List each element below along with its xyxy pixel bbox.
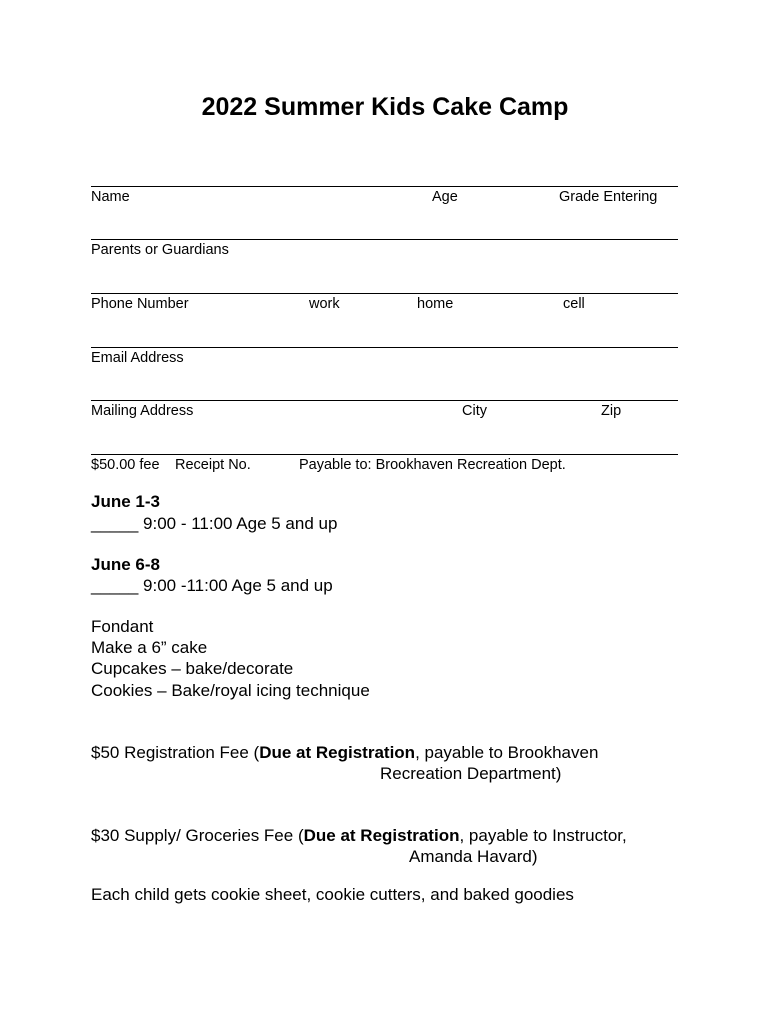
email-field-line[interactable] [91,347,678,348]
fee-field-line[interactable] [91,454,678,455]
fee-label: $50.00 fee [91,457,160,473]
mailing-field-line[interactable] [91,400,678,401]
parents-field-line[interactable] [91,239,678,240]
cell-phone-label: cell [563,296,585,312]
supply-payee: , payable to Instructor, [459,826,627,845]
phone-label: Phone Number [91,296,189,312]
receipt-label: Receipt No. [175,457,251,473]
supply-fee-line2: Amanda Havard) [409,847,538,866]
city-label: City [462,403,487,419]
mailing-label: Mailing Address [91,403,194,419]
registration-due-note: Due at Registration [259,743,416,762]
work-phone-label: work [309,296,340,312]
session-time: 9:00 - 11:00 Age 5 and up [143,514,338,533]
supply-fee-prefix: $30 Supply/ Groceries Fee ( [91,826,304,845]
session-date: June 1-3 [91,492,160,511]
zip-label: Zip [601,403,622,419]
registration-payee: , payable to Brookhaven [415,743,599,762]
session-date: June 6-8 [91,555,160,574]
phone-field-line[interactable] [91,293,678,294]
registration-fee-prefix: $50 Registration Fee ( [91,743,260,762]
name-label: Name [91,189,130,205]
footer-note: Each child gets cookie sheet, cookie cutters, and baked goodies [91,885,574,904]
supply-due-note: Due at Registration [303,826,460,845]
page-title: 2022 Summer Kids Cake Camp [201,93,569,121]
topic-item: Cupcakes – bake/decorate [91,659,294,678]
age-label: Age [432,189,458,205]
payable-label: Payable to: Brookhaven Recreation Dept. [299,457,566,473]
topic-item: Make a 6” cake [91,638,208,657]
grade-entering-label: Grade Entering [559,189,658,205]
session-time: 9:00 -11:00 Age 5 and up [143,576,333,595]
registration-fee-line2: Recreation Department) [380,764,562,783]
session-blank[interactable]: _____ [91,514,139,533]
supply-fee-line [91,826,627,846]
topic-item: Cookies – Bake/royal icing technique [91,681,370,700]
email-label: Email Address [91,350,184,366]
session-blank[interactable]: _____ [91,576,139,595]
session-time-row [91,514,337,534]
name-field-line[interactable] [91,186,678,187]
parents-label: Parents or Guardians [91,242,229,258]
topic-item: Fondant [91,617,154,636]
registration-fee-line [91,743,598,763]
home-phone-label: home [417,296,454,312]
session-time-row [91,576,333,596]
